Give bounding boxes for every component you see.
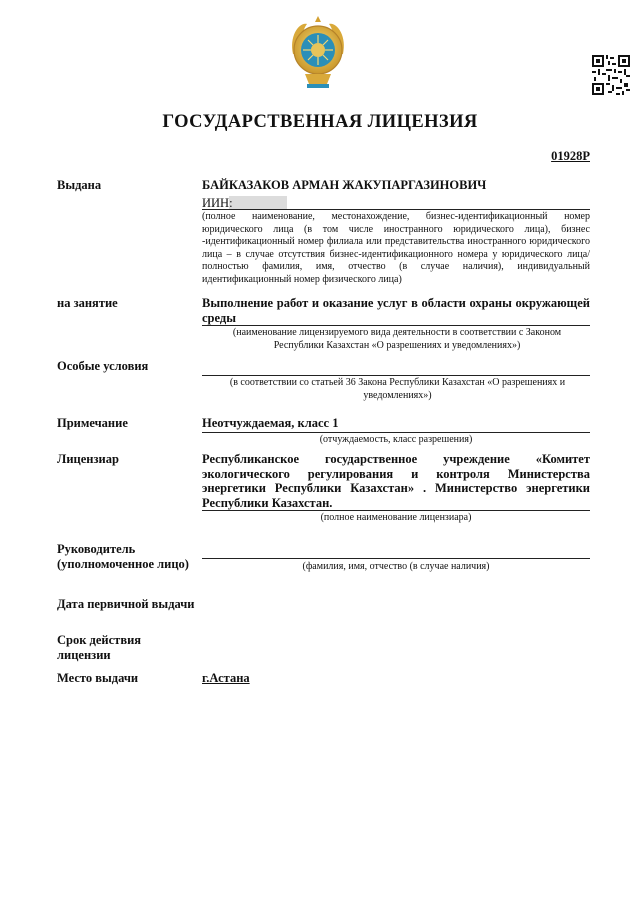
activity-value: Выполнение работ и оказание услуг в области охраны окружающей среды: [202, 296, 590, 325]
licensor-label: Лицензиар: [57, 452, 119, 466]
iin-label: ИИН:: [202, 196, 233, 210]
special-conditions-rule: [202, 375, 590, 376]
licensor-rule: [202, 510, 590, 511]
place-label: Место выдачи: [57, 671, 139, 685]
qr-code-icon: [592, 55, 630, 95]
validity-label: [57, 633, 141, 663]
activity-label: на занятие: [57, 296, 118, 310]
note-value: Неотчуждаемая, класс 1: [202, 416, 339, 430]
activity-rule: [202, 325, 590, 326]
head-hint: (фамилия, имя, отчество (в случае наличия): [302, 561, 490, 572]
licensee-name: БАЙКАЗАКОВ АРМАН ЖАКУПАРГАЗИНОВИЧ: [202, 178, 487, 192]
head-rule: [202, 558, 590, 559]
licensor-hint: (полное наименование лицензиара): [320, 512, 472, 523]
note-rule: [202, 432, 590, 433]
note-hint: (отчуждаемость, класс разрешения): [319, 434, 473, 445]
note-label: Примечание: [57, 416, 128, 430]
special-conditions-hint: (в соответствии со статьей 36 Закона Республики Казахстан «О разрешениях и уведомлениях»): [229, 377, 566, 401]
issued-to-hint: (полное наименование, местонахождение, бизнес-идентификационный номер юридического лица (в том числе иностранного юридического лица), бизнес -идентификационный номер филиала или представительства иностранного юридического лица – в случае отсутствия бизнес-идентификационного номера у юридического лица/полностью фамилия, имя, отчество (в случае наличия), индивидуальный идентификационный номер физического лица): [202, 211, 590, 285]
issued-to-label: Выдана: [57, 178, 102, 192]
place-value: г.Астана: [202, 671, 250, 685]
head-label-line2: (уполномоченное лицо): [57, 557, 189, 571]
validity-label-line2: лицензии: [57, 648, 111, 662]
redacted-iin: [229, 196, 287, 210]
activity-hint: (наименование лицензируемого вида деятельности в соответствии с Законом Республики Казахстан «О разрешениях и уведомлениях»): [232, 327, 562, 351]
license-number: 01928P: [551, 149, 590, 163]
issued-to-rule: [202, 209, 590, 210]
first-issue-label: Дата первичной выдачи: [57, 597, 195, 611]
licensor-value: Республиканское государственное учреждение «Комитет экологического регулирования и контроля Министерства энергетики Республики Казахстан» . Министерство энергетики Республики Казахстан.: [202, 452, 590, 510]
special-conditions-label: Особые условия: [57, 359, 149, 373]
state-emblem-icon: [285, 14, 351, 90]
document-title: ГОСУДАРСТВЕННАЯ ЛИЦЕНЗИЯ: [162, 112, 478, 132]
head-label-line1: Руководитель: [57, 542, 136, 556]
head-label: [57, 542, 189, 572]
validity-label-line1: Срок действия: [57, 633, 142, 647]
